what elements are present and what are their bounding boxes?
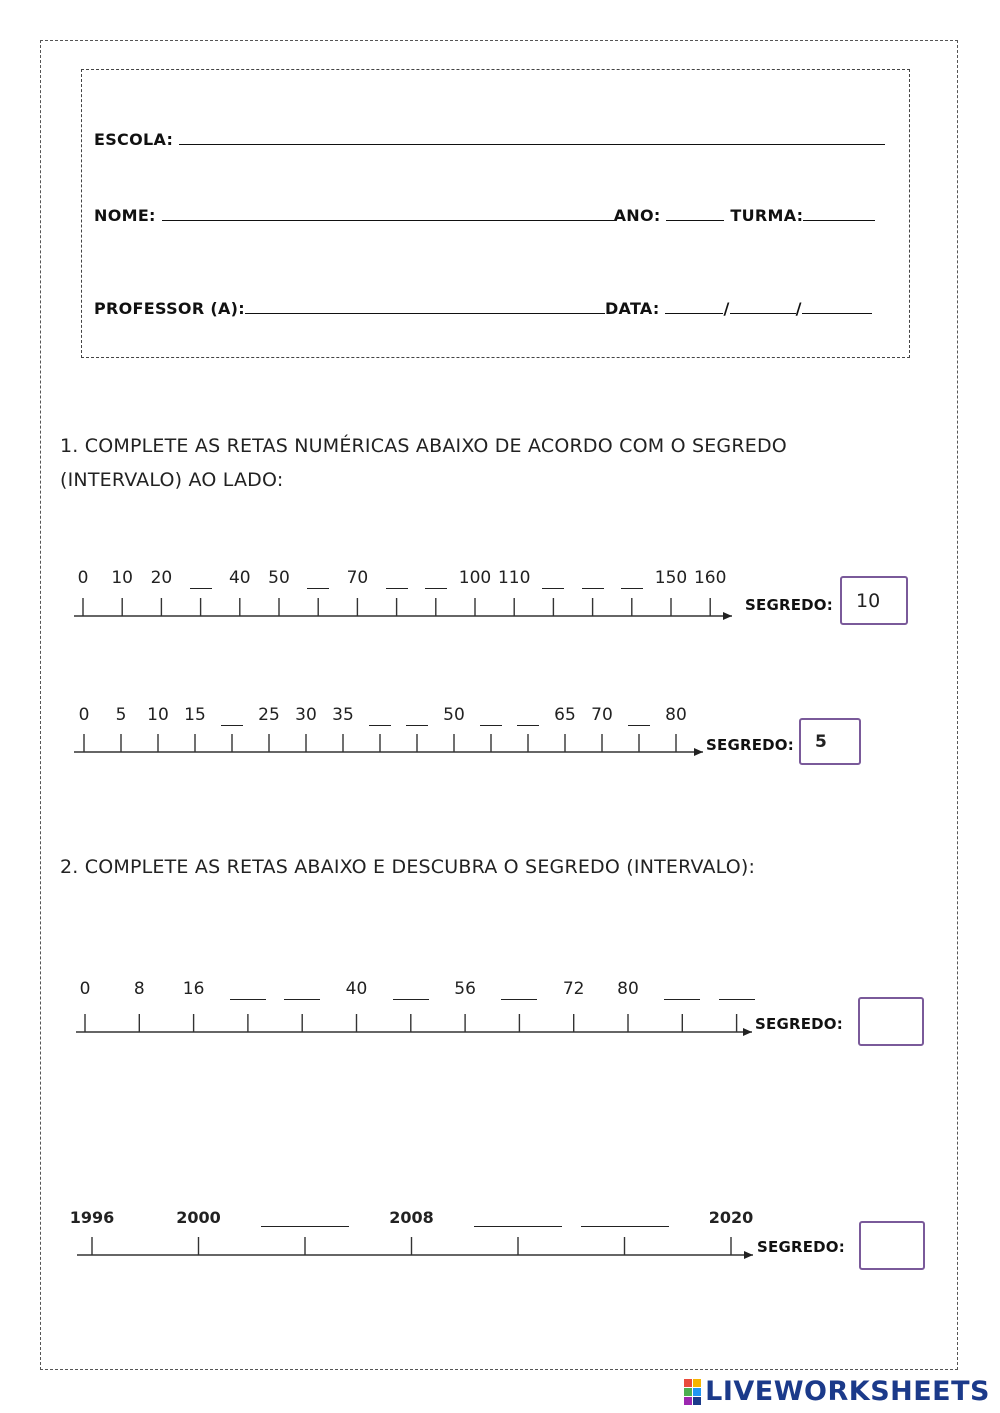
line-a-tick-label: 0 xyxy=(77,568,89,588)
line-d-blank-answer[interactable] xyxy=(581,1226,669,1227)
line-a-tick-label: 20 xyxy=(150,568,173,588)
line-c-tick-label: 8 xyxy=(133,979,145,999)
question-1-line-2: (INTERVALO) AO LADO: xyxy=(60,469,284,491)
line-a-tick-label: 40 xyxy=(228,568,251,588)
line-b-tick-label: 5 xyxy=(115,705,127,725)
segredo-label-c: SEGREDO: xyxy=(755,1015,843,1033)
line-a-tick-label: 70 xyxy=(346,568,369,588)
line-b-tick-label: 35 xyxy=(332,705,354,725)
line-b-tick-label: 0 xyxy=(78,705,90,725)
line-a-tick-label: 150 xyxy=(654,568,688,588)
line-c-tick-label: 16 xyxy=(182,979,205,999)
line-c-tick-label: 0 xyxy=(79,979,91,999)
segredo-label-a: SEGREDO: xyxy=(745,596,833,614)
line-d-arrowhead xyxy=(744,1251,753,1259)
line-b-tick-label: 10 xyxy=(147,705,169,725)
line-a-tick-label: 100 xyxy=(458,568,492,588)
line-a-tick-label: 10 xyxy=(111,568,134,588)
line-c-tick-label: 40 xyxy=(345,979,368,999)
liveworksheets-icon xyxy=(684,1379,701,1405)
data-slash-1: / xyxy=(723,299,730,318)
ano-label: ANO: xyxy=(613,206,661,225)
turma-label: TURMA: xyxy=(730,206,804,225)
segredo-box-a: 10 xyxy=(840,576,908,625)
line-b-tick-label: 50 xyxy=(443,705,465,725)
professor-label: PROFESSOR (A): xyxy=(94,299,245,318)
liveworksheets-brand: LIVEWORKSHEETS xyxy=(705,1376,990,1407)
data-label: DATA: xyxy=(604,299,660,318)
segredo-box-b: 5 xyxy=(799,718,861,765)
line-d-blank-answer[interactable] xyxy=(261,1226,349,1227)
line-a-tick-label: 110 xyxy=(497,568,531,588)
line-c-tick-label: 72 xyxy=(562,979,585,999)
segredo-box-d[interactable] xyxy=(859,1221,925,1270)
line-b-tick-label: 30 xyxy=(295,705,317,725)
line-d-tick-label: 2000 xyxy=(176,1208,221,1227)
line-a-tick-label: 160 xyxy=(693,568,727,588)
question-1-line-1: 1. COMPLETE AS RETAS NUMÉRICAS ABAIXO DE ACORDO COM O SEGREDO xyxy=(60,435,787,457)
segredo-label-d: SEGREDO: xyxy=(757,1238,845,1256)
line-b-tick-label: 15 xyxy=(184,705,206,725)
line-b-tick-label: 70 xyxy=(591,705,613,725)
liveworksheets-logo xyxy=(684,1376,990,1407)
data-slash-2: / xyxy=(795,299,802,318)
line-d-tick-label: 2008 xyxy=(389,1208,434,1227)
line-a-tick-label: 50 xyxy=(268,568,290,588)
line-c-tick-label: 80 xyxy=(617,979,639,999)
line-b-tick-label: 65 xyxy=(554,705,576,725)
line-b-tick-label: 80 xyxy=(665,705,687,725)
line-d-blank-answer[interactable] xyxy=(474,1226,562,1227)
escola-label: ESCOLA: xyxy=(94,130,174,149)
line-b-tick-label: 25 xyxy=(258,705,280,725)
line-d-tick-label: 1996 xyxy=(69,1208,115,1227)
line-c-tick-label: 56 xyxy=(454,979,476,999)
nome-label: NOME: xyxy=(94,206,156,225)
question-2-text: 2. COMPLETE AS RETAS ABAIXO E DESCUBRA O SEGREDO (INTERVALO): xyxy=(60,856,756,878)
segredo-label-b: SEGREDO: xyxy=(706,736,794,754)
line-d-tick-label: 2020 xyxy=(708,1208,754,1227)
